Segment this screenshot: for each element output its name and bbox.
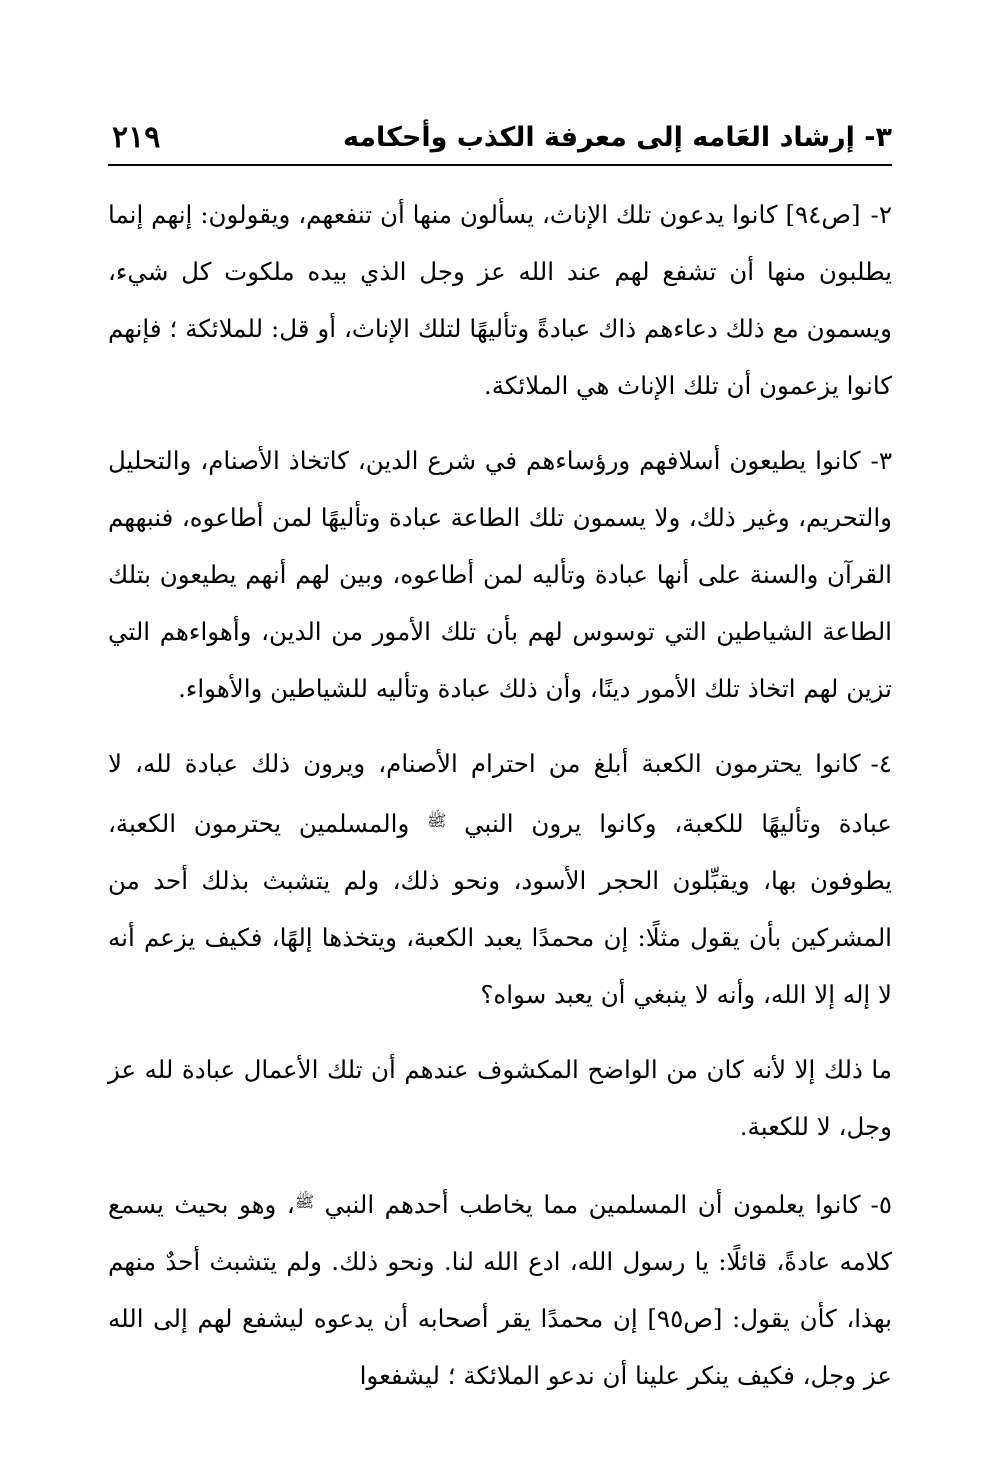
honorific-glyph: ﷺ <box>294 1192 315 1211</box>
paragraph-number: ٥- <box>870 1190 892 1219</box>
page-body <box>108 186 892 1422</box>
honorific-glyph: ﷺ <box>427 811 447 830</box>
paragraph-3 <box>108 432 892 717</box>
paragraph-text: كانوا يعلمون أن المسلمين مما يخاطب أحدهم النبي <box>324 1190 861 1219</box>
paragraph-text: ما ذلك إلا لأنه كان من الواضح المكشوف عندهم أن تلك الأعمال عبادة لله عز وجل، لا للكعبة. <box>108 1055 892 1141</box>
paragraph-5 <box>108 1173 892 1404</box>
paragraph-text: [ص٩٤] كانوا يدعون تلك الإناث، يسألون منها أن تنفعهم، ويقولون: إنهم إنما يطلبون منها أن تشفع لهم عند الله عز وجل الذي بيده ملكوت كل شيء، ويسمون مع ذلك دعاءهم ذاك عبادةً وتأليهًا لتلك الإناث، أو قل: للملائكة ؛ فإنهم كانوا يزعمون أن تلك الإناث هي الملائكة. <box>108 200 892 400</box>
paragraph-text: والمسلمين يحترمون الكعبة، يطوفون بها، ويقبِّلون الحجر الأسود، ونحو ذلك، ولم يتشبث بذلك أحد من المشركين بأن يقول مثلًا: إن محمدًا يعبد الكعبة، ويتخذها إلهًا، فكيف يزعم أنه لا إله إلا الله، وأنه لا ينبغي أن يعبد سواه؟ <box>108 809 892 1009</box>
page-header <box>108 118 892 164</box>
paragraph-number: ٤- <box>870 749 892 778</box>
paragraph-2 <box>108 186 892 414</box>
header-divider <box>108 164 892 166</box>
paragraph-continuation <box>108 1041 892 1155</box>
page-number: ٢١٩ <box>112 120 161 155</box>
paragraph-number: ٢- <box>870 200 892 229</box>
paragraph-text: ، وهو بحيث يسمع كلامه عادةً، قائلًا: يا رسول الله، ادع الله لنا. ونحو ذلك. ولم يتشبث أحدٌ منهم بهذا، كأن يقول: [ص٩٥] إن محمدًا يقر أصحابه أن يدعوه ليشفع لهم إلى الله عز وجل، فكيف ينكر علينا أن ندعو الملائكة ؛ ليشفعوا <box>108 1190 892 1390</box>
paragraph-text: كانوا يطيعون أسلافهم ورؤساءهم في شرع الدين، كاتخاذ الأصنام، والتحليل والتحريم، وغير ذلك، ولا يسمون تلك الطاعة عبادة وتأليهًا لمن أطاعوه، فنبههم القرآن والسنة على أنها عبادة وتأليه لمن أطاعوه، وبين لهم أنهم يطيعون بتلك الطاعة الشياطين التي توسوس لهم بأن تلك الأمور من الدين، وأهواءهم التي تزين لهم اتخاذ تلك الأمور دينًا، وأن ذلك عبادة وتأليه للشياطين والأهواء. <box>108 446 892 703</box>
paragraph-number: ٣- <box>870 446 892 475</box>
paragraph-text: كانوا يحترمون الكعبة أبلغ من احترام الأصنام، ويرون ذلك عبادة لله، لا عبادة وتأليهًا للكعبة، وكانوا يرون النبي <box>108 749 892 838</box>
book-title: ٣- إرشاد العَامه إلى معرفة الكذب وأحكامه <box>342 122 892 153</box>
paragraph-4 <box>108 735 892 1023</box>
